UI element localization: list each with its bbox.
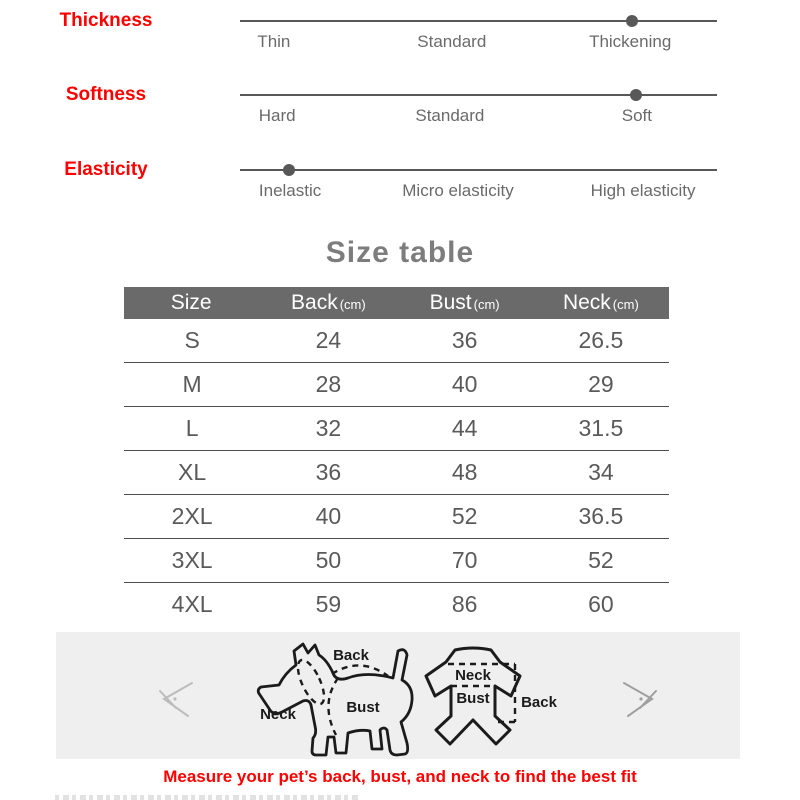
slider-option: Thickening bbox=[589, 32, 672, 51]
slider-option: Thin bbox=[257, 32, 291, 51]
carousel-prev-icon[interactable] bbox=[158, 678, 198, 720]
cell-back: 28 bbox=[315, 371, 342, 397]
measure-guide-banner bbox=[56, 632, 740, 759]
cutoff-text-fragment bbox=[55, 795, 360, 800]
cell-neck: 31.5 bbox=[578, 415, 624, 441]
dog-back-label: Back bbox=[333, 647, 369, 664]
cell-neck: 60 bbox=[588, 591, 614, 617]
slider-option: Hard bbox=[258, 106, 296, 125]
garment-neck-label: Neck bbox=[455, 667, 491, 684]
cell-bust: 40 bbox=[451, 371, 478, 397]
attribute-row-thickness bbox=[0, 0, 800, 64]
thickness-slider bbox=[240, 20, 717, 51]
cell-size: XL bbox=[178, 459, 207, 485]
table-row bbox=[124, 583, 669, 626]
slider-option: Inelastic bbox=[258, 181, 322, 200]
cell-bust: 52 bbox=[451, 503, 478, 529]
slider-option: Soft bbox=[621, 106, 652, 125]
slider-option: Micro elasticity bbox=[402, 181, 514, 200]
dog-measure-diagram bbox=[248, 642, 420, 757]
table-row bbox=[124, 407, 669, 451]
cell-back: 59 bbox=[315, 591, 342, 617]
column-header-size: Size bbox=[170, 291, 212, 314]
attribute-row-elasticity bbox=[0, 149, 800, 213]
slider-option: High elasticity bbox=[590, 181, 696, 200]
dog-neck-label: Neck bbox=[260, 706, 296, 723]
carousel-next-icon[interactable] bbox=[618, 678, 658, 720]
garment-back-label: Back bbox=[521, 694, 557, 711]
dog-bust-measure-line bbox=[328, 678, 338, 735]
garment-measure-diagram bbox=[420, 645, 560, 757]
cell-bust: 44 bbox=[451, 415, 478, 441]
column-header-back: Back (cm) bbox=[291, 291, 366, 314]
cell-neck: 34 bbox=[588, 459, 614, 485]
dog-neck-measure-line bbox=[293, 656, 330, 707]
size-table bbox=[124, 287, 669, 626]
softness-slider bbox=[240, 94, 717, 125]
garment-bust-label: Bust bbox=[456, 690, 490, 707]
cell-neck: 52 bbox=[588, 547, 614, 573]
measure-note: Measure your pet’s back, bust, and neck to find the best fit bbox=[163, 767, 637, 786]
cell-neck: 36.5 bbox=[578, 503, 624, 529]
cell-size: L bbox=[185, 415, 199, 441]
attribute-label: Thickness bbox=[59, 10, 153, 31]
size-table-header bbox=[124, 287, 669, 319]
cell-size: 3XL bbox=[171, 547, 213, 573]
column-header-bust: Bust (cm) bbox=[429, 291, 500, 314]
table-row bbox=[124, 451, 669, 495]
cell-back: 40 bbox=[315, 503, 342, 529]
cell-back: 36 bbox=[315, 459, 342, 485]
table-row bbox=[124, 363, 669, 407]
cell-size: S bbox=[184, 327, 200, 353]
attribute-row-softness bbox=[0, 74, 800, 138]
cell-back: 50 bbox=[315, 547, 342, 573]
cell-back: 24 bbox=[315, 327, 342, 353]
table-row bbox=[124, 319, 669, 363]
cell-bust: 48 bbox=[451, 459, 478, 485]
attribute-label: Softness bbox=[65, 84, 147, 105]
cell-back: 32 bbox=[315, 415, 342, 441]
cell-bust: 86 bbox=[451, 591, 478, 617]
cell-neck: 29 bbox=[588, 371, 614, 397]
slider-dot bbox=[630, 89, 642, 101]
cell-size: 4XL bbox=[171, 591, 213, 617]
attribute-label: Elasticity bbox=[64, 159, 148, 180]
slider-dot bbox=[283, 164, 295, 176]
cell-neck: 26.5 bbox=[578, 327, 624, 353]
cell-bust: 36 bbox=[451, 327, 478, 353]
table-row bbox=[124, 495, 669, 539]
slider-option: Standard bbox=[415, 106, 485, 125]
dog-bust-label: Bust bbox=[346, 699, 380, 716]
size-table-title: Size table bbox=[325, 236, 475, 269]
elasticity-slider bbox=[240, 169, 717, 200]
slider-option: Standard bbox=[417, 32, 487, 51]
slider-dot bbox=[626, 15, 638, 27]
table-row bbox=[124, 539, 669, 583]
column-header-neck: Neck (cm) bbox=[562, 291, 639, 314]
cell-bust: 70 bbox=[451, 547, 478, 573]
cell-size: 2XL bbox=[171, 503, 213, 529]
cell-size: M bbox=[182, 371, 202, 397]
